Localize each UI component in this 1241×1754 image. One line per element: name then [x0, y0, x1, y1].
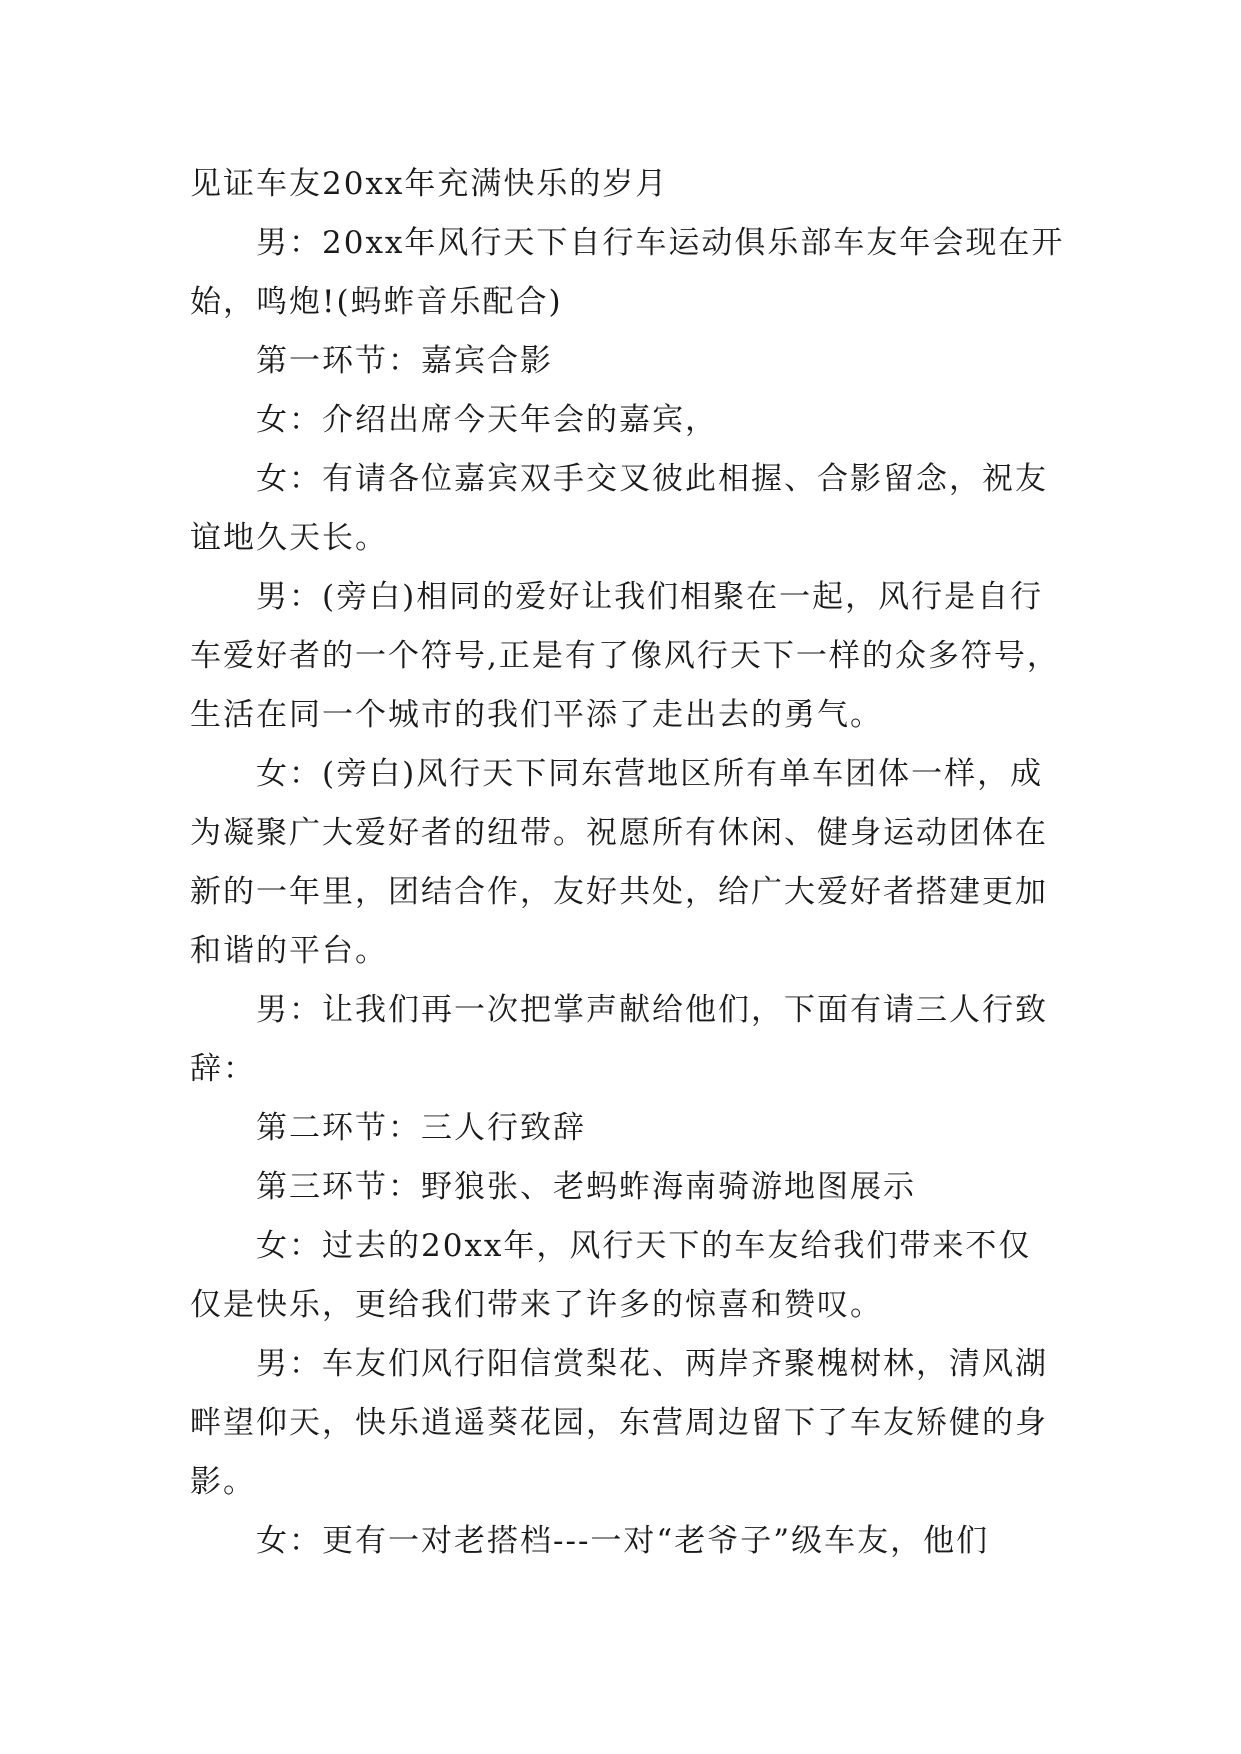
text-line: 为凝聚广大爱好者的纽带。祝愿所有休闲、健身运动团体在 [190, 815, 1048, 851]
text-line: 男：让我们再一次把掌声献给他们，下面有请三人行致 [256, 992, 1048, 1028]
text-line: 生活在同一个城市的我们平添了走出去的勇气。 [190, 697, 883, 733]
section-heading: 第三环节：野狼张、老蚂蚱海南骑游地图展示 [256, 1169, 916, 1205]
text-line: 女：有请各位嘉宾双手交叉彼此相握、合影留念，祝友 [256, 461, 1048, 497]
text-line: 始，鸣炮!(蚂蚱音乐配合) [190, 284, 563, 320]
text-line: 谊地久天长。 [190, 520, 388, 556]
document-body [190, 155, 1065, 1571]
text-line: 影。 [190, 1464, 256, 1500]
text-line: 男：车友们风行阳信赏梨花、两岸齐聚槐树林，清风湖 [256, 1346, 1048, 1382]
text-line: 女：(旁白)风行天下同东营地区所有单车团体一样，成 [256, 756, 1044, 792]
text-line: 女：介绍出席今天年会的嘉宾， [256, 402, 718, 438]
text-line: 男：20xx年风行天下自行车运动俱乐部车友年会现在开 [256, 225, 1065, 261]
text-line: 见证车友20xx年充满快乐的岁月 [190, 166, 669, 202]
text-line: 车爱好者的一个符号,正是有了像风行天下一样的众多符号， [190, 638, 1060, 674]
text-line: 女：更有一对老搭档---一对“老爷子”级车友，他们 [256, 1523, 990, 1559]
section-heading: 第二环节：三人行致辞 [256, 1110, 586, 1146]
text-line: 辞： [190, 1051, 256, 1087]
text-line: 和谐的平台。 [190, 933, 388, 969]
text-line: 新的一年里，团结合作，友好共处，给广大爱好者搭建更加 [190, 874, 1048, 910]
text-line: 女：过去的20xx年，风行天下的车友给我们带来不仅 [256, 1228, 1032, 1264]
text-line: 男：(旁白)相同的爱好让我们相聚在一起，风行是自行 [256, 579, 1044, 615]
text-line: 畔望仰天，快乐逍遥葵花园，东营周边留下了车友矫健的身 [190, 1405, 1048, 1441]
text-line: 仅是快乐，更给我们带来了许多的惊喜和赞叹。 [190, 1287, 883, 1323]
section-heading: 第一环节：嘉宾合影 [256, 343, 553, 379]
